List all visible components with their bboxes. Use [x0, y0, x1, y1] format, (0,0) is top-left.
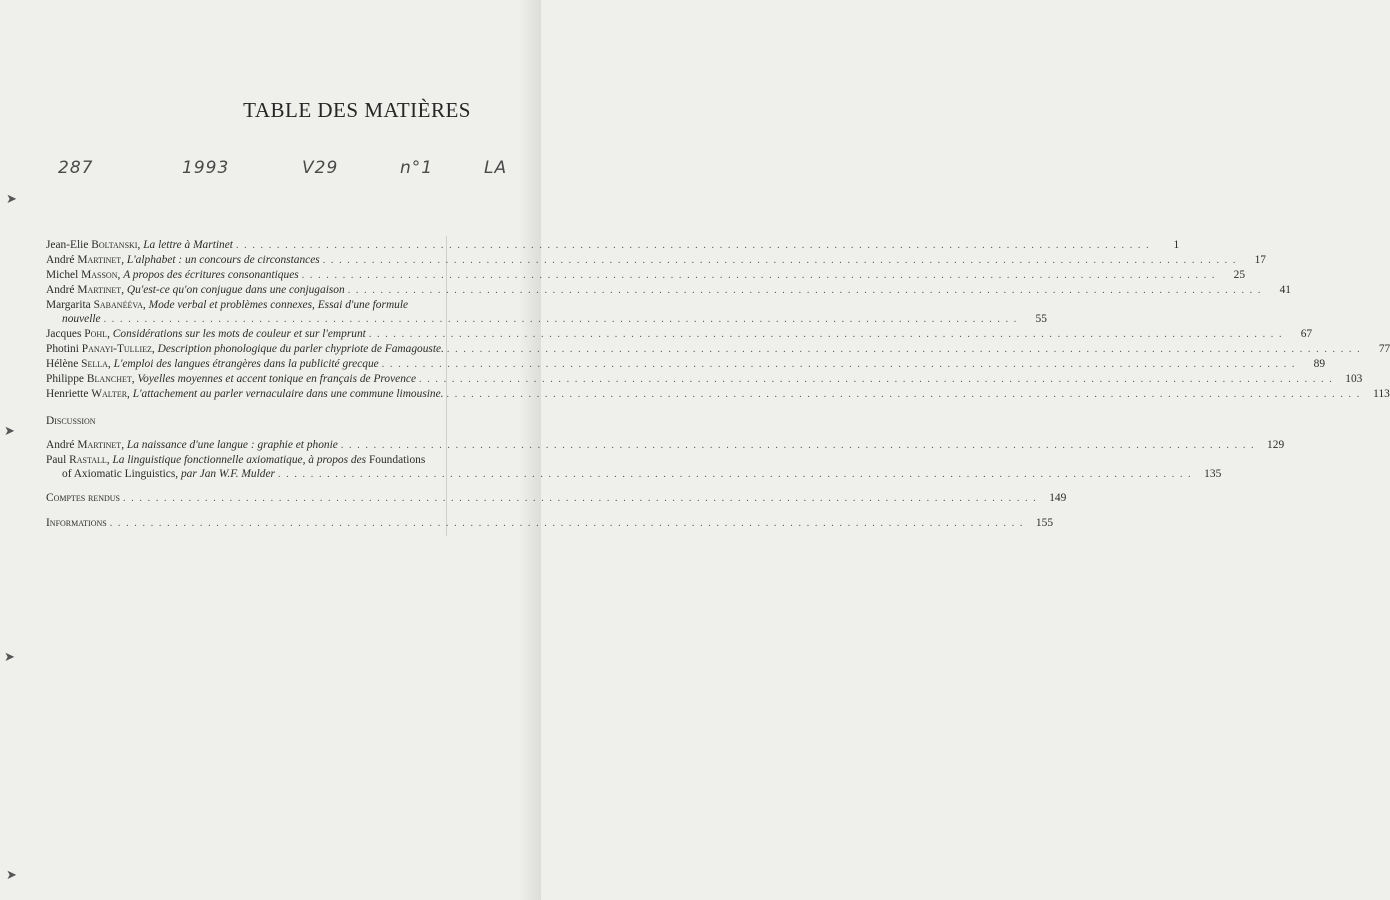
page-number: 25 — [1233, 269, 1246, 281]
section-label: Comptes rendus — [46, 492, 121, 504]
toc-entry[interactable] — [46, 357, 1326, 372]
author-last: Martinet, — [77, 254, 125, 266]
leader-dots — [447, 388, 1361, 402]
toc-comptes-rendus — [46, 491, 1067, 506]
entry-title-continuation: nouvelle — [62, 313, 101, 325]
author-first: Jean-Elie — [46, 239, 89, 251]
page-number: 77 — [1378, 343, 1390, 355]
entry-title: L'alphabet : un concours de circonstances — [126, 254, 320, 266]
leader-dots — [348, 284, 1262, 298]
author-last: Panayi-Tulliez, — [81, 343, 155, 355]
leader-dots — [419, 373, 1333, 387]
entry-title-continuation: of Axiomatic Linguistics, — [62, 468, 179, 480]
leader-dots — [341, 439, 1255, 453]
toc-articles — [46, 238, 1390, 402]
toc-entry[interactable] — [46, 342, 1390, 357]
page-number: 55 — [1035, 313, 1047, 325]
leader-dots — [369, 328, 1283, 342]
page-number: 89 — [1313, 358, 1326, 370]
toc-entry-continuation[interactable] — [46, 312, 1047, 327]
toc-entry[interactable] — [46, 283, 1291, 298]
leader-dots — [302, 269, 1216, 283]
page-number: 103 — [1345, 373, 1363, 385]
section-heading — [46, 414, 472, 428]
toc-discussion — [46, 414, 472, 428]
entry-title: A propos des écritures consonantiques — [123, 269, 299, 281]
toc-entry[interactable] — [46, 253, 1266, 268]
page-number: 1 — [1173, 239, 1180, 251]
discussion-heading: Discussion — [46, 415, 96, 427]
toc-entry[interactable] — [46, 238, 1180, 253]
toc-entry[interactable] — [46, 387, 1390, 402]
author-first: André — [46, 284, 75, 296]
author-last: Sella, — [81, 358, 111, 370]
handwritten-note: n°1 — [400, 158, 434, 178]
margin-arrow-icon: ➤ — [4, 650, 15, 665]
entry-title: Considérations sur les mots de couleur et sur l'emprunt — [112, 328, 366, 340]
entry-title-roman: Foundations — [368, 454, 426, 466]
entry-title: Qu'est-ce qu'on conjugue dans une conjugaison — [126, 284, 345, 296]
toc-entry-continuation[interactable] — [46, 467, 1222, 482]
leader-dots — [110, 517, 1024, 531]
author-first: Henriette — [46, 388, 89, 400]
entry-title: La naissance d'une langue : graphie et phonie — [126, 439, 338, 451]
toc-entry[interactable] — [46, 298, 472, 312]
section-label: Informations — [46, 517, 107, 529]
entry-title: Description phonologique du parler chypriote de Famagouste. — [157, 343, 444, 355]
entry-title: La linguistique fonctionnelle axiomatique, à propos des — [112, 454, 367, 466]
page-number: 149 — [1049, 492, 1067, 504]
leader-dots — [447, 343, 1361, 357]
leader-dots — [104, 313, 1018, 327]
entry-title: L'attachement au parler vernaculaire dans une commune limousine. — [132, 388, 444, 400]
toc-entry[interactable] — [46, 372, 1363, 387]
author-last: Pohl, — [84, 328, 110, 340]
author-first: Jacques — [46, 328, 82, 340]
leader-dots — [236, 239, 1150, 253]
handwritten-note: V29 — [302, 158, 339, 178]
leader-dots — [382, 358, 1296, 372]
entry-title: La lettre à Martinet — [143, 239, 233, 251]
entry-title: Mode verbal et problèmes connexes, Essai d'une formule — [148, 299, 409, 311]
toc-informations — [46, 516, 1054, 531]
page-number: 67 — [1300, 328, 1313, 340]
page-number: 41 — [1279, 284, 1291, 296]
author-last: Rastall, — [69, 454, 110, 466]
toc-entry[interactable] — [46, 491, 1067, 506]
margin-arrow-icon: ➤ — [6, 868, 17, 883]
author-last: Sabanééva, — [93, 299, 146, 311]
author-first: André — [46, 439, 75, 451]
page-number: 129 — [1267, 439, 1285, 451]
page-number: 135 — [1204, 468, 1222, 480]
author-first: André — [46, 254, 75, 266]
author-last: Boltanski, — [91, 239, 141, 251]
margin-arrow-icon: ➤ — [6, 192, 17, 207]
toc-entry[interactable] — [46, 453, 472, 467]
author-last: Masson, — [81, 269, 121, 281]
author-first: Hélène — [46, 358, 79, 370]
author-last: Blanchet, — [86, 373, 135, 385]
leader-dots — [323, 254, 1237, 268]
author-first: Philippe — [46, 373, 84, 385]
entry-title: L'emploi des langues étrangères dans la publicité grecque — [113, 358, 379, 370]
handwritten-note: LA — [484, 158, 508, 178]
handwritten-note: 1993 — [182, 158, 230, 178]
toc-entry[interactable] — [46, 327, 1313, 342]
page-number: 155 — [1035, 517, 1054, 529]
toc-discussion-entries — [46, 438, 1285, 482]
author-first: Margarita — [46, 299, 91, 311]
page-title: TABLE DES MATIÈRES — [243, 98, 471, 123]
entry-reviewed-author: par Jan W.F. Mulder — [180, 468, 275, 480]
margin-arrow-icon: ➤ — [4, 424, 15, 439]
toc-entry[interactable] — [46, 516, 1054, 531]
author-first: Paul — [46, 454, 67, 466]
author-first: Michel — [46, 269, 79, 281]
author-first: Photini — [46, 343, 79, 355]
handwritten-note: 287 — [58, 158, 94, 178]
leader-dots — [278, 468, 1192, 482]
page-number: 17 — [1254, 254, 1266, 266]
toc-entry[interactable] — [46, 438, 1285, 453]
entry-title: Voyelles moyennes et accent tonique en français de Provence — [137, 373, 417, 385]
author-last: Martinet, — [77, 284, 125, 296]
author-last: Walter, — [91, 388, 130, 400]
leader-dots — [123, 492, 1037, 506]
toc-entry[interactable] — [46, 268, 1246, 283]
page-number: 113 — [1373, 388, 1390, 400]
author-last: Martinet, — [77, 439, 125, 451]
